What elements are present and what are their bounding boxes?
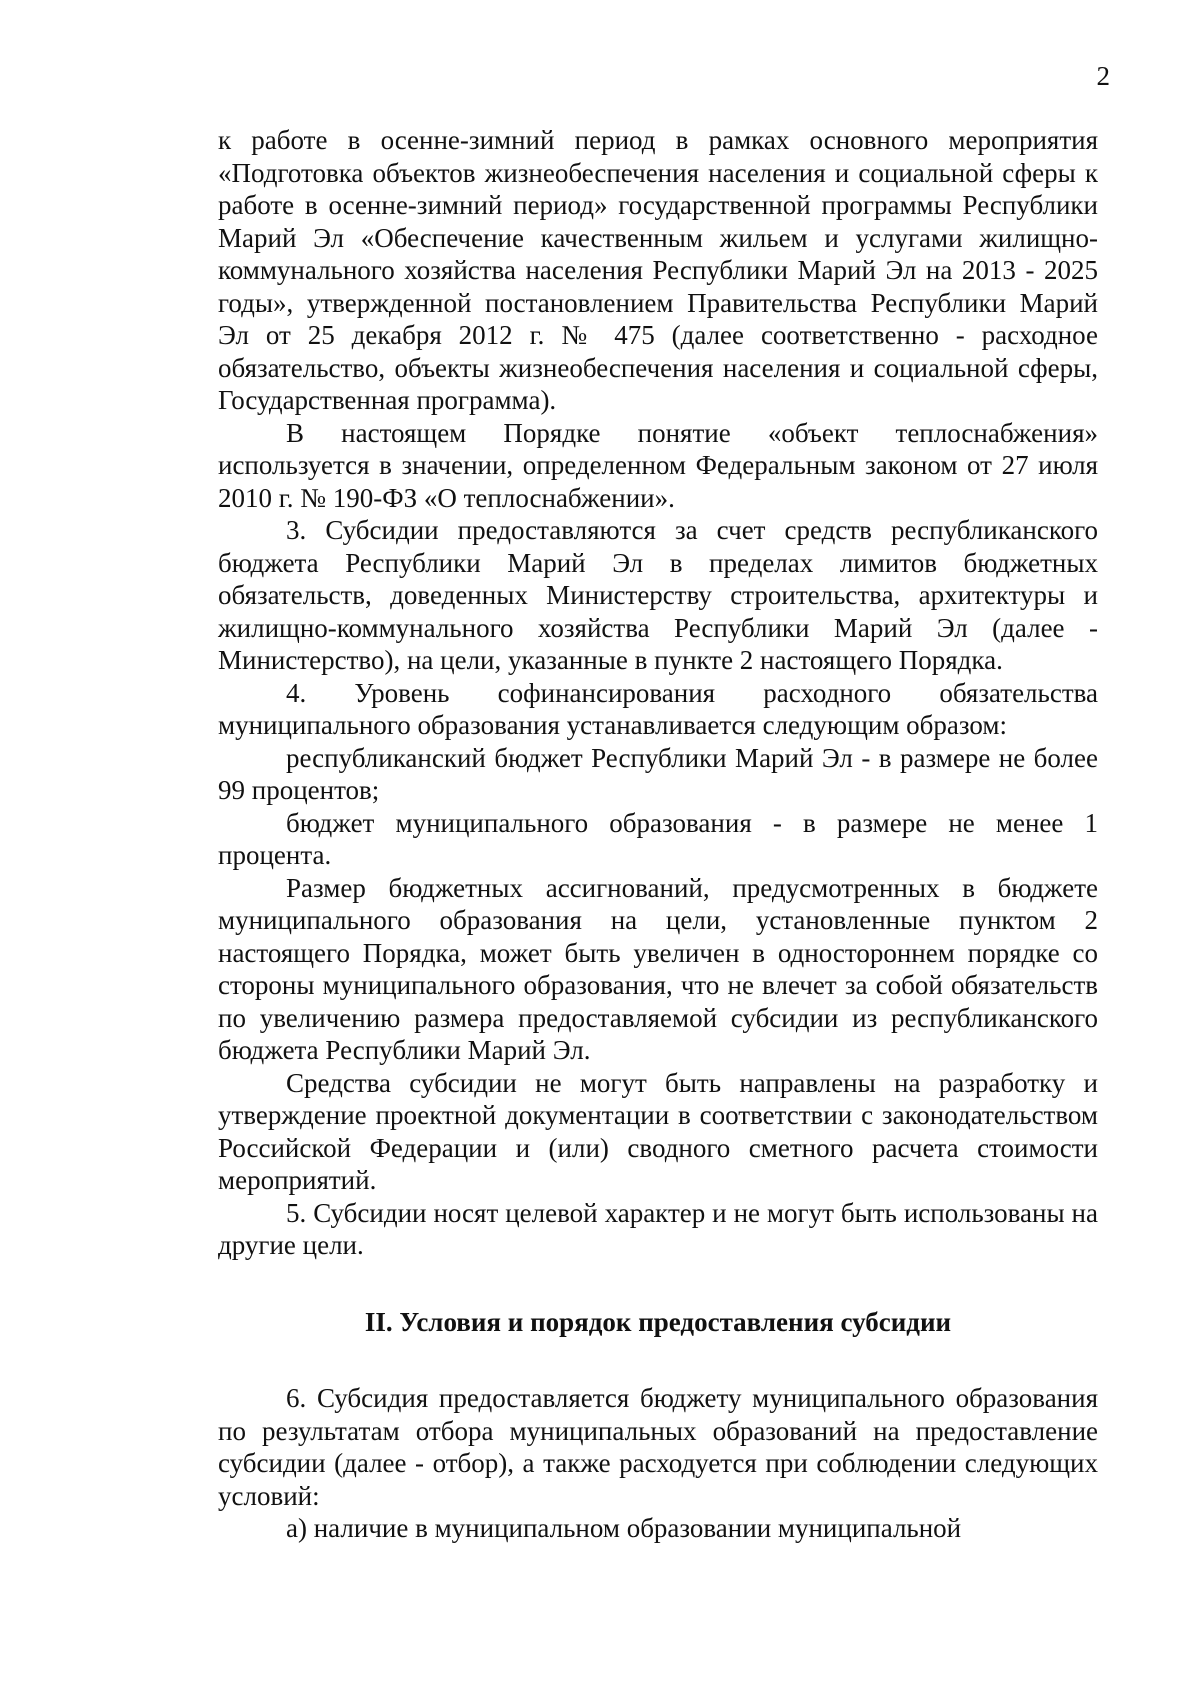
paragraph-1: к работе в осенне-зимний период в рамках основного мероприятия «Подготовка объектов жизнеобеспечения населения и социальной сферы к работе в осенне-зимний период» государственной программы Республики Марий Эл «Обеспечение качественным жильем и услугами жилищно-коммунального хозяйства населения Республики Марий Эл на 2013 - 2025 годы», утвержденной постановлением Правительства Республики Марий Эл от 25 декабря 2012 г. № 475 (далее соответственно - расходное обязательство, объекты жизнеобеспечения населения и социальной сферы, Государственная программа).	[218, 125, 1098, 415]
section-heading: II. Условия и порядок предоставления субсидии	[364, 1306, 952, 1337]
paragraph-10: 6. Субсидия предоставляется бюджету муниципального образования по результатам отбора муниципальных образований на предоставление субсидии (далее - отбор), а также расходуется при соблюдении следующих условий:	[218, 1383, 1098, 1511]
page-number: 2	[1096, 61, 1110, 91]
paragraph-3: 3. Субсидии предоставляются за счет средств республиканского бюджета Республики Марий Эл в пределах лимитов бюджетных обязательств, доведенных Министерству строительства, архитектуры и жилищно-коммунального хозяйства Республики Марий Эл (далее - Министерство), на цели, указанные в пункте 2 настоящего Порядка.	[218, 515, 1098, 675]
paragraph-11: а) наличие в муниципальном образовании муниципальной	[286, 1513, 962, 1543]
paragraph-7: Размер бюджетных ассигнований, предусмотренных в бюджете муниципального образования на цели, установленные пунктом 2 настоящего Порядка, может быть увеличен в одностороннем порядке со стороны муниципального образования, что не влечет за собой обязательств по увеличению размера предоставляемой субсидии из республиканского бюджета Республики Марий Эл.	[218, 872, 1098, 1065]
paragraph-4: 4. Уровень софинансирования расходного обязательства муниципального образования устанавливается следующим образом:	[218, 677, 1098, 740]
paragraph-6: бюджет муниципального образования - в размере не менее 1 процента.	[218, 807, 1098, 870]
paragraph-8: Средства субсидии не могут быть направлены на разработку и утверждение проектной документации в соответствии с законодательством Российской Федерации и (или) сводного сметного расчета стоимости мероприятий.	[218, 1067, 1098, 1195]
paragraph-2: В настоящем Порядке понятие «объект теплоснабжения» используется в значении, определенном Федеральным законом от 27 июля 2010 г. № 190-ФЗ «О теплоснабжении».	[218, 417, 1098, 513]
document-body	[218, 124, 1098, 1545]
paragraph-5: республиканский бюджет Республики Марий Эл - в размере не более 99 процентов;	[218, 742, 1098, 805]
paragraph-9: 5. Субсидии носят целевой характер и не могут быть использованы на другие цели.	[218, 1197, 1098, 1260]
